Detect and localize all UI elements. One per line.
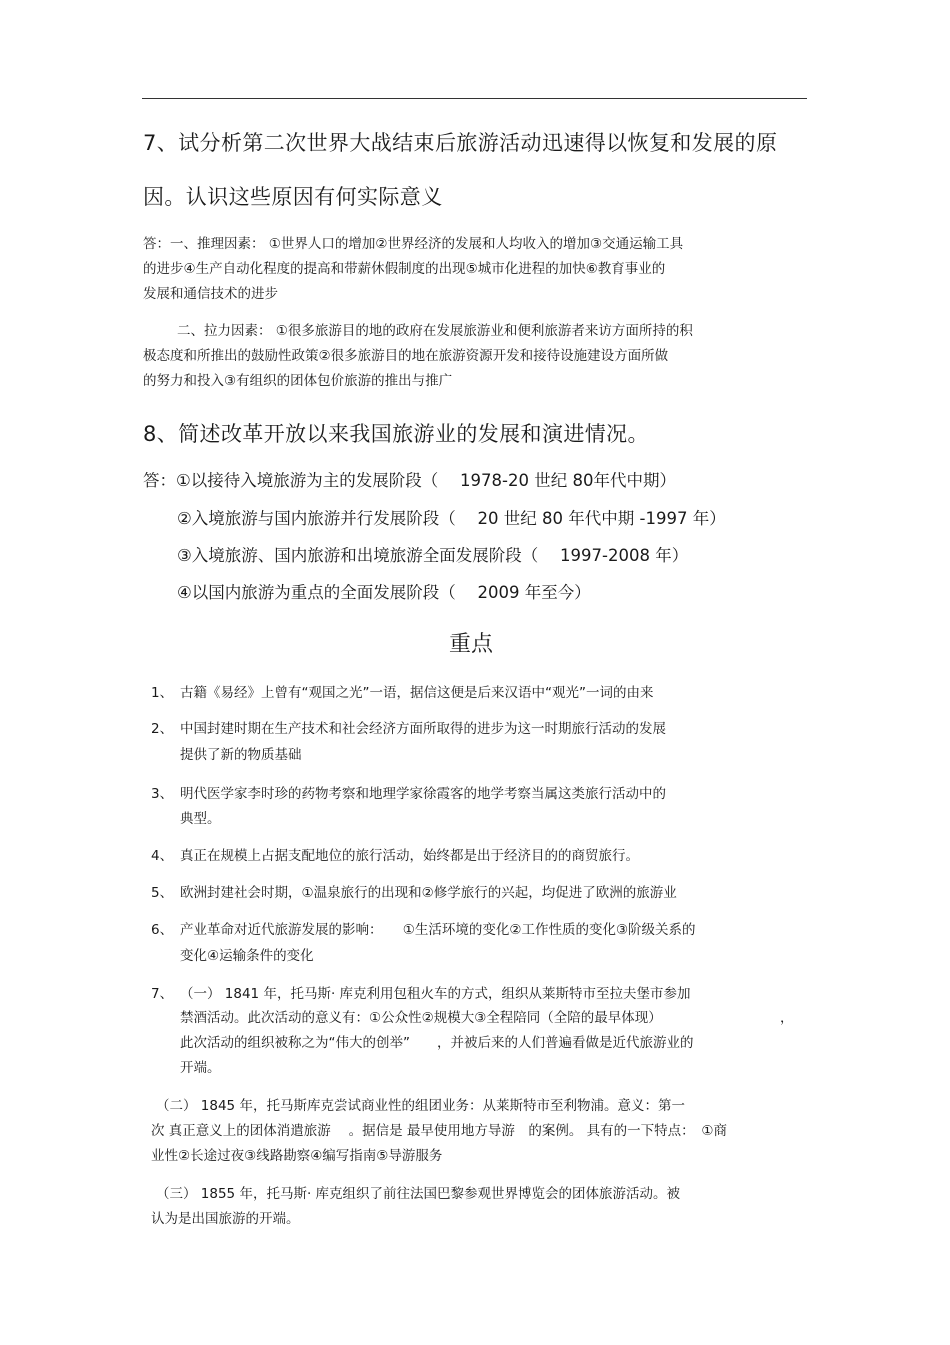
point-9-line-1: （三） 1855 年，托马斯· 库克组织了前往法国巴黎参观世界博览会的团体旅游活动。被 xyxy=(156,1186,681,1202)
q7-answer-line-6: 的努力和投入③有组织的团体包价旅游的推出与推广 xyxy=(143,373,453,389)
point-number-3: 3、 xyxy=(151,786,174,802)
q8-answer-3: ③入境旅游、国内旅游和出境旅游全面发展阶段（ 1997-2008 年） xyxy=(177,546,689,565)
point-8-line-3: 业性②长途过夜③线路勘察④编写指南⑤导游服务 xyxy=(151,1148,443,1164)
q7-answer-line-4: 二、拉力因素： ①很多旅游目的地的政府在发展旅游业和便利旅游者来访方面所持的积 xyxy=(177,323,693,339)
point-7-line-2: 禁酒活动。此次活动的意义有：①公众性②规模大③全程陪同（全陪的最早体现） xyxy=(180,1010,662,1026)
q8-title: 8、简述改革开放以来我国旅游业的发展和演进情况。 xyxy=(143,422,649,446)
point-number-2: 2、 xyxy=(151,721,174,737)
point-number-1: 1、 xyxy=(151,685,174,701)
q8-answer-1: 答：①以接待入境旅游为主的发展阶段（ 1978-20 世纪 80年代中期） xyxy=(143,471,676,490)
q8-answer-2: ②入境旅游与国内旅游并行发展阶段（ 20 世纪 80 年代中期 -1997 年） xyxy=(177,509,726,528)
point-7-line-2-comma: ， xyxy=(780,1010,794,1026)
point-3-line-2: 典型。 xyxy=(180,811,221,827)
point-number-6: 6、 xyxy=(151,922,174,938)
point-6-line-2: 变化④运输条件的变化 xyxy=(180,948,314,964)
q7-answer-line-3: 发展和通信技术的进步 xyxy=(143,286,278,302)
header-rule xyxy=(142,98,807,99)
point-3-line-1: 明代医学家李时珍的药物考察和地理学家徐霞客的地学考察当属这类旅行活动中的 xyxy=(180,786,666,802)
q7-title-line-1: 7、试分析第二次世界大战结束后旅游活动迅速得以恢复和发展的原 xyxy=(143,131,778,155)
q8-answer-4: ④以国内旅游为重点的全面发展阶段（ 2009 年至今） xyxy=(177,583,591,602)
point-5-line-1: 欧洲封建社会时期，①温泉旅行的出现和②修学旅行的兴起，均促进了欧洲的旅游业 xyxy=(180,885,677,901)
point-1-line-1: 古籍《易经》上曾有“观国之光”一语，据信这便是后来汉语中“观光”一词的由来 xyxy=(180,685,654,701)
q7-title-line-2: 因。认识这些原因有何实际意义 xyxy=(143,185,443,209)
q7-answer-line-5: 极态度和所推出的鼓励性政策②很多旅游目的地在旅游资源开发和接待设施建设方面所做 xyxy=(143,348,669,364)
point-7-line-1: （一） 1841 年，托马斯· 库克利用包租火车的方式，组织从莱斯特市至拉夫堡市参加 xyxy=(180,986,691,1002)
point-number-5: 5、 xyxy=(151,885,174,901)
point-7-line-4: 开端。 xyxy=(180,1060,221,1076)
point-7-line-3: 此次活动的组织被称之为“伟大的创举” ，并被后来的人们普遍看做是近代旅游业的 xyxy=(180,1035,694,1051)
point-9-line-2: 认为是出国旅游的开端。 xyxy=(151,1211,300,1227)
point-number-7: 7、 xyxy=(151,986,174,1002)
point-8-line-1: （二） 1845 年，托马斯库克尝试商业性的组团业务：从莱斯特市至利物浦。意义：第一 xyxy=(156,1098,685,1114)
point-4-line-1: 真正在规模上占据支配地位的旅行活动，始终都是出于经济目的的商贸旅行。 xyxy=(180,848,639,864)
point-8-line-2: 次 真正意义上的团体消遣旅游 。据信是 最早使用地方导游 的案例。 具有的一下特点： ①商 xyxy=(151,1123,728,1139)
point-number-4: 4、 xyxy=(151,848,174,864)
section-title: 重点 xyxy=(449,632,494,657)
point-6-line-1: 产业革命对近代旅游发展的影响： ①生活环境的变化②工作性质的变化③阶级关系的 xyxy=(180,922,696,938)
point-2-line-2: 提供了新的物质基础 xyxy=(180,747,302,763)
q7-answer-line-1: 答：一、推理因素： ①世界人口的增加②世界经济的发展和人均收入的增加③交通运输工具 xyxy=(143,236,684,252)
point-2-line-1: 中国封建时期在生产技术和社会经济方面所取得的进步为这一时期旅行活动的发展 xyxy=(180,721,666,737)
q7-answer-line-2: 的进步④生产自动化程度的提高和带薪休假制度的出现⑤城市化进程的加快⑥教育事业的 xyxy=(143,261,666,277)
